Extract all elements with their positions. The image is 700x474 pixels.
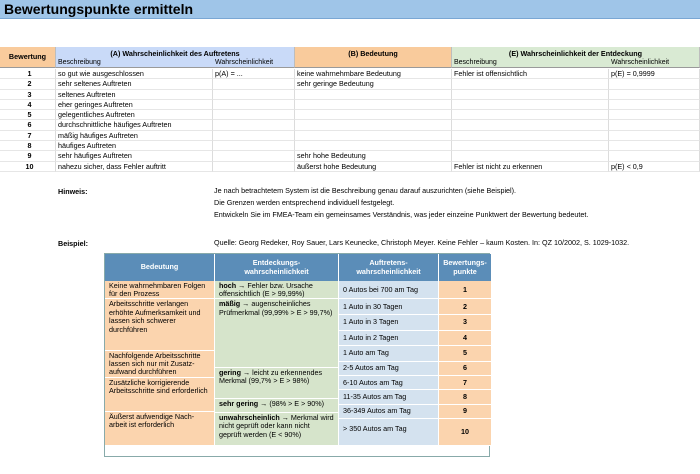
auftreten-cell[interactable]: eher geringes Auftreten xyxy=(56,100,213,110)
entdeckung-prob-cell[interactable]: p(E) = 0,9999 xyxy=(609,69,700,79)
header-e-prob: Wahrscheinlichkeit xyxy=(611,59,670,66)
header-a-desc: Beschreibung xyxy=(58,59,101,66)
example-table xyxy=(104,253,490,457)
example-punkte-cell[interactable]: 10 xyxy=(439,419,491,446)
auftreten-cell[interactable]: so gut wie ausgeschlossen xyxy=(56,69,213,79)
example-entdeckung-cell[interactable] xyxy=(215,281,339,299)
beispiel-label: Beispiel: xyxy=(58,239,88,248)
table-row xyxy=(0,162,700,172)
example-punkte-cell[interactable]: 7 xyxy=(439,376,491,390)
hinweis-text xyxy=(214,185,588,221)
table-body xyxy=(0,69,700,172)
table-row xyxy=(0,69,700,79)
example-entdeckung-cell[interactable] xyxy=(215,299,339,367)
example-punkte-cell[interactable]: 4 xyxy=(439,331,491,347)
header-a-prob: Wahrscheinlichkeit xyxy=(215,59,274,66)
example-header-bedeutung: Bedeutung xyxy=(105,254,215,281)
hinweis-line[interactable]: Entwickeln Sie im FMEA-Team ein gemeinsames Verständnis, was jeder einzeine Punktwert der Bewertung bedeutet. xyxy=(214,210,589,219)
sheet-title: Bewertungspunkte ermitteln xyxy=(0,0,700,19)
header-entdeckung[interactable] xyxy=(452,47,700,68)
table-row xyxy=(0,79,700,89)
entdeckung-prob-cell[interactable] xyxy=(609,100,700,110)
auftreten-cell[interactable]: seltenes Auftreten xyxy=(56,90,213,100)
entdeckung-detail: → augenscheinliches Prüfmerkmal (99,99% > E > 99,7%) xyxy=(219,299,333,317)
entdeckung-cell[interactable] xyxy=(452,120,609,130)
rating-cell[interactable]: 10 xyxy=(0,162,56,172)
table-row xyxy=(0,141,700,151)
auftreten-prob-cell[interactable] xyxy=(213,120,295,130)
auftreten-cell[interactable]: durchschnittliche häufiges Auftreten xyxy=(56,120,213,130)
auftreten-cell[interactable]: sehr seltenes Auftreten xyxy=(56,79,213,89)
example-punkte-cell[interactable]: 9 xyxy=(439,405,491,419)
entdeckung-cell[interactable] xyxy=(452,90,609,100)
auftreten-prob-cell[interactable] xyxy=(213,79,295,89)
entdeckung-prob-cell[interactable] xyxy=(609,79,700,89)
rating-cell[interactable]: 4 xyxy=(0,100,56,110)
entdeckung-prob-cell[interactable] xyxy=(609,141,700,151)
header-bewertung-label: Bewertung xyxy=(8,52,47,61)
example-auftreten-cell[interactable]: 2-5 Autos am Tag xyxy=(339,362,439,376)
entdeckung-prob-cell[interactable] xyxy=(609,151,700,161)
example-punkte-cell[interactable]: 8 xyxy=(439,390,491,404)
header-e-title: (E) Wahrscheinlichkeit der Entdeckung xyxy=(508,49,643,58)
entdeckung-cell[interactable] xyxy=(452,79,609,89)
example-header-punkte: Bewertungs- punkte xyxy=(439,254,491,281)
table-row xyxy=(0,120,700,130)
example-auftreten-cell[interactable]: 1 Auto in 2 Tagen xyxy=(339,331,439,347)
header-bedeutung[interactable] xyxy=(295,47,452,68)
example-punkte-cell[interactable]: 6 xyxy=(439,362,491,376)
auftreten-prob-cell[interactable] xyxy=(213,90,295,100)
table-row xyxy=(0,100,700,110)
bedeutung-cell[interactable] xyxy=(295,90,452,100)
example-entdeckung-cell[interactable] xyxy=(215,413,339,446)
bedeutung-cell[interactable]: keine wahrnehmbare Bedeutung xyxy=(295,69,452,79)
entdeckung-cell[interactable]: Fehler ist nicht zu erkennen xyxy=(452,162,609,172)
hinweis-label: Hinweis: xyxy=(58,187,88,196)
entdeckung-level: sehr gering xyxy=(219,398,259,408)
header-auftreten[interactable] xyxy=(56,47,295,68)
example-punkte-cell[interactable]: 1 xyxy=(439,281,491,299)
bedeutung-cell[interactable]: sehr geringe Bedeutung xyxy=(295,79,452,89)
rating-cell[interactable]: 9 xyxy=(0,151,56,161)
entdeckung-prob-cell[interactable] xyxy=(609,110,700,120)
example-auftreten-cell[interactable]: 0 Autos bei 700 am Tag xyxy=(339,281,439,299)
entdeckung-cell[interactable] xyxy=(452,110,609,120)
example-auftreten-cell[interactable]: 11-35 Autos am Tag xyxy=(339,390,439,404)
bedeutung-cell[interactable]: äußerst hohe Bedeutung xyxy=(295,162,452,172)
auftreten-prob-cell[interactable] xyxy=(213,100,295,110)
example-bedeutung-cell[interactable]: Arbeitsschritte verlangen erhöhte Aufmerksamkeit und lassen sich schwerer durchführen xyxy=(105,299,215,350)
header-e-desc: Beschreibung xyxy=(454,59,497,66)
entdeckung-prob-cell[interactable] xyxy=(609,120,700,130)
entdeckung-cell[interactable] xyxy=(452,141,609,151)
bedeutung-cell[interactable] xyxy=(295,110,452,120)
bedeutung-cell[interactable] xyxy=(295,141,452,151)
rating-cell[interactable]: 7 xyxy=(0,131,56,141)
example-entdeckung-cell[interactable] xyxy=(215,399,339,413)
table-row xyxy=(0,151,700,161)
example-auftreten-cell[interactable]: 6-10 Autos am Tag xyxy=(339,376,439,390)
auftreten-prob-cell[interactable] xyxy=(213,131,295,141)
auftreten-cell[interactable]: sehr häufiges Auftreten xyxy=(56,151,213,161)
entdeckung-prob-cell[interactable]: p(E) < 0,9 xyxy=(609,162,700,172)
hinweis-line[interactable]: Je nach betrachtetem System ist die Beschreibung genau darauf auszurichten (siehe Beispiel). xyxy=(214,186,517,195)
rating-cell[interactable]: 3 xyxy=(0,90,56,100)
example-entdeckung-cell[interactable] xyxy=(215,368,339,399)
example-header-auftreten: Auftretens- wahrscheinlichkeit xyxy=(339,254,439,281)
hinweis-line[interactable]: Die Grenzen werden entsprechend individuell festgelegt. xyxy=(214,198,395,207)
auftreten-prob-cell[interactable]: p(A) = ... xyxy=(213,69,295,79)
entdeckung-cell[interactable] xyxy=(452,100,609,110)
entdeckung-detail: → Merkmal wird nicht geprüft oder kann nicht geprüft werden (E < 90%) xyxy=(219,413,334,439)
bedeutung-cell[interactable] xyxy=(295,131,452,141)
entdeckung-detail: → Fehler bzw. Ursache offensichtlich (E > 99,99%) xyxy=(219,281,313,299)
example-bedeutung-cell[interactable]: Nachfolgende Arbeitsschritte lassen sich nur mit Zusatz-aufwand durchführen xyxy=(105,351,215,378)
bedeutung-cell[interactable]: sehr hohe Bedeutung xyxy=(295,151,452,161)
example-punkte-cell[interactable]: 3 xyxy=(439,315,491,331)
auftreten-cell[interactable]: häufiges Auftreten xyxy=(56,141,213,151)
entdeckung-detail: → leicht zu erkennendes Merkmal (99,7% > E > 98%) xyxy=(219,367,323,386)
example-bedeutung-cell[interactable]: Äußerst aufwendige Nach-arbeit ist erforderlich xyxy=(105,412,215,446)
rating-cell[interactable]: 1 xyxy=(0,69,56,79)
bedeutung-cell[interactable] xyxy=(295,120,452,130)
auftreten-prob-cell[interactable] xyxy=(213,110,295,120)
example-punkte-cell[interactable]: 5 xyxy=(439,346,491,362)
rating-cell[interactable]: 5 xyxy=(0,110,56,120)
auftreten-cell[interactable]: gelegentliches Auftreten xyxy=(56,110,213,120)
auftreten-cell[interactable]: nahezu sicher, dass Fehler auftritt xyxy=(56,162,213,172)
entdeckung-level: unwahrscheinlich xyxy=(219,413,280,423)
example-auftreten-cell[interactable]: 1 Auto am Tag xyxy=(339,346,439,362)
example-bedeutung-cell[interactable]: Zusätzliche korrigierende Arbeitsschritte sind erforderlich xyxy=(105,378,215,412)
entdeckung-prob-cell[interactable] xyxy=(609,90,700,100)
entdeckung-level: gering xyxy=(219,367,241,377)
auftreten-prob-cell[interactable] xyxy=(213,141,295,151)
example-auftreten-cell[interactable]: 36-349 Autos am Tag xyxy=(339,405,439,419)
entdeckung-cell[interactable]: Fehler ist offensichtlich xyxy=(452,69,609,79)
header-bewertung[interactable] xyxy=(0,47,56,68)
auftreten-prob-cell[interactable] xyxy=(213,162,295,172)
table-row xyxy=(0,131,700,141)
entdeckung-level: mäßig xyxy=(219,299,241,309)
table-row xyxy=(0,90,700,100)
example-header-entdeckung: Entdeckungs- wahrscheinlichkeit xyxy=(215,254,339,281)
entdeckung-prob-cell[interactable] xyxy=(609,131,700,141)
auftreten-cell[interactable]: mäßig häufiges Auftreten xyxy=(56,131,213,141)
rating-cell[interactable]: 2 xyxy=(0,79,56,89)
entdeckung-cell[interactable] xyxy=(452,151,609,161)
example-bedeutung-cell[interactable]: Keine wahrnehmbaren Folgen für den Prozess xyxy=(105,281,215,299)
entdeckung-level: hoch xyxy=(219,281,237,290)
example-auftreten-cell[interactable]: 1 Auto in 30 Tagen xyxy=(339,299,439,315)
header-a-title: (A) Wahrscheinlichkeit des Auftretens xyxy=(110,49,240,58)
beispiel-quelle[interactable]: Quelle: Georg Redeker, Roy Sauer, Lars Keunecke, Christoph Meyer. Keine Fehler – kaum Kosten. In: QZ 10/2002, S. 1029-1032. xyxy=(214,238,630,247)
entdeckung-detail: → (98% > E > 90%) xyxy=(258,398,325,408)
header-b-title: (B) Bedeutung xyxy=(348,49,398,58)
auftreten-prob-cell[interactable] xyxy=(213,151,295,161)
entdeckung-cell[interactable] xyxy=(452,131,609,141)
rating-cell[interactable]: 6 xyxy=(0,120,56,130)
bedeutung-cell[interactable] xyxy=(295,100,452,110)
example-auftreten-cell[interactable]: 1 Auto in 3 Tagen xyxy=(339,315,439,331)
table-header xyxy=(0,47,700,68)
example-punkte-cell[interactable]: 2 xyxy=(439,299,491,315)
example-auftreten-cell[interactable]: > 350 Autos am Tag xyxy=(339,419,439,446)
table-row xyxy=(0,110,700,120)
rating-cell[interactable]: 8 xyxy=(0,141,56,151)
